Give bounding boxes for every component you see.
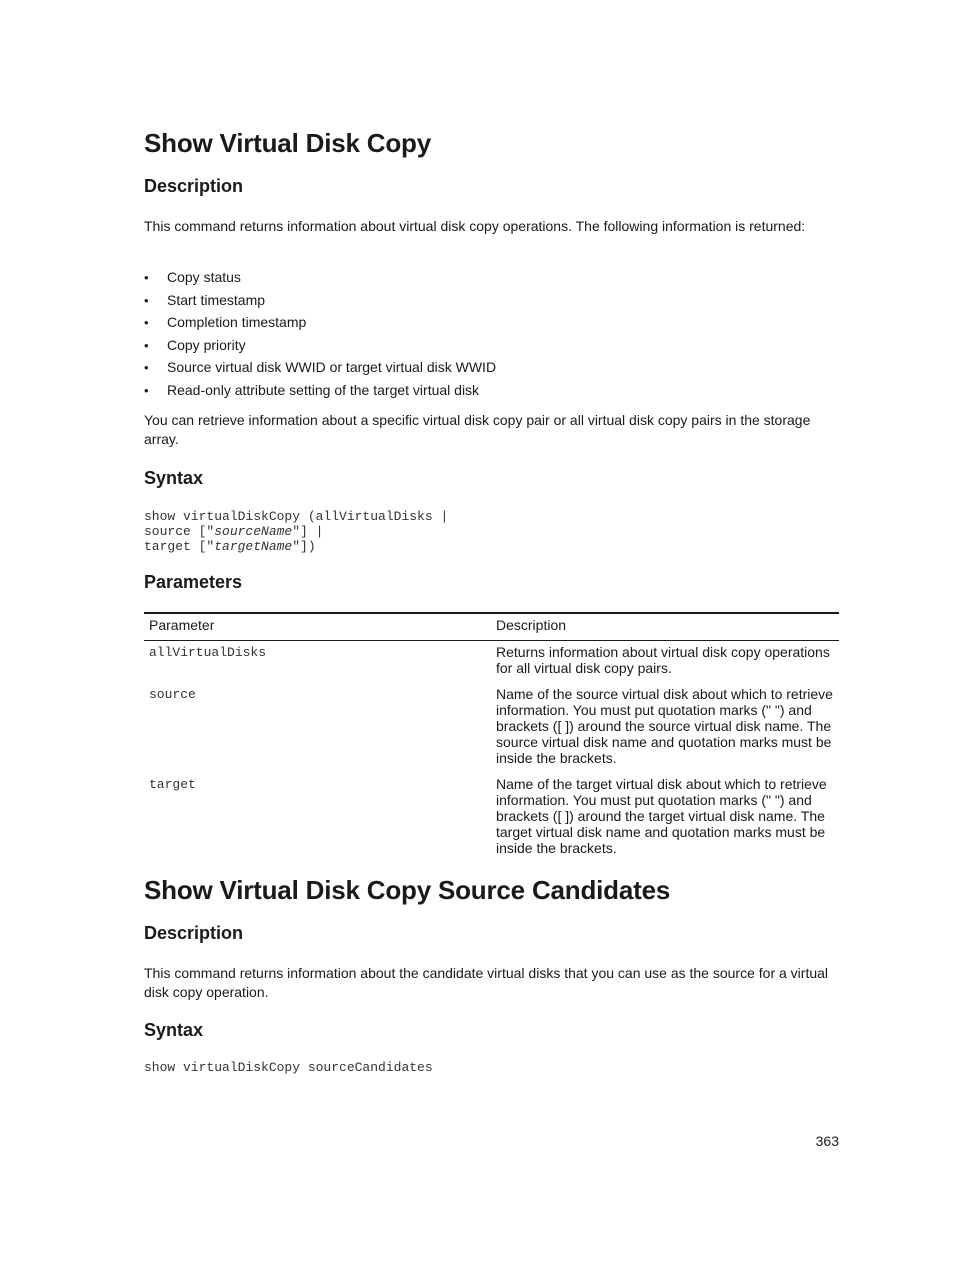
- list-item: • Copy status: [144, 268, 496, 291]
- table-row-desc: Name of the target virtual disk about which to retrieve information. You must put quotation marks (" ") and brackets ([ ]) around the target virtual disk name. The target virtual disk name and quotation marks must be inside the brackets.: [496, 776, 827, 856]
- parameters-heading: Parameters: [144, 572, 243, 592]
- description-heading: Description: [144, 923, 244, 943]
- list-item: • Read-only attribute setting of the target virtual disk: [144, 381, 496, 404]
- syntax-code-block: [144, 509, 448, 554]
- syntax-variable: targetName: [214, 539, 293, 554]
- syntax-heading: Syntax: [144, 1020, 204, 1040]
- table-row-desc: Name of the source virtual disk about which to retrieve information. You must put quotation marks (" ") and brackets ([ ]) around the source virtual disk name. The source virtual disk name and quotation marks must be inside the brackets.: [496, 686, 833, 766]
- description-text: This command returns information about the candidate virtual disks that you can use as the source for a virtual disk copy operation.: [144, 965, 829, 1000]
- syntax-line-prefix: target [": [144, 539, 215, 554]
- description-text: This command returns information about virtual disk copy operations. The following information is returned:: [144, 218, 806, 234]
- table-header-description: Description: [496, 617, 567, 633]
- syntax-variable: sourceName: [214, 524, 293, 539]
- table-row-desc: Returns information about virtual disk copy operations for all virtual disk copy pairs.: [496, 644, 830, 676]
- syntax-line-suffix: "] |: [292, 524, 324, 539]
- list-item: • Copy priority: [144, 336, 496, 359]
- table-header-parameter: Parameter: [149, 617, 215, 633]
- syntax-code-block: show virtualDiskCopy sourceCandidates: [144, 1060, 433, 1075]
- section-title: Show Virtual Disk Copy: [144, 128, 431, 158]
- syntax-line-prefix: source [": [144, 524, 215, 539]
- page-number: 363: [815, 1133, 839, 1149]
- syntax-line-suffix: "]): [292, 539, 316, 554]
- table-header-rule: [144, 640, 839, 641]
- table-row-param: source: [149, 687, 196, 702]
- table-row-param: allVirtualDisks: [149, 645, 267, 660]
- table-row-param: target: [149, 777, 196, 792]
- retrieve-text: You can retrieve information about a specific virtual disk copy pair or all virtual disk copy pairs in the storage array.: [144, 412, 811, 447]
- list-item: • Start timestamp: [144, 291, 496, 314]
- syntax-heading: Syntax: [144, 468, 204, 488]
- list-item: • Source virtual disk WWID or target virtual disk WWID: [144, 358, 496, 381]
- table-top-rule: [144, 612, 839, 614]
- list-item: • Completion timestamp: [144, 313, 496, 336]
- section-title: Show Virtual Disk Copy Source Candidates: [144, 875, 671, 905]
- info-list: [144, 268, 496, 403]
- syntax-line: show virtualDiskCopy (allVirtualDisks |: [144, 509, 449, 524]
- description-heading: Description: [144, 176, 244, 196]
